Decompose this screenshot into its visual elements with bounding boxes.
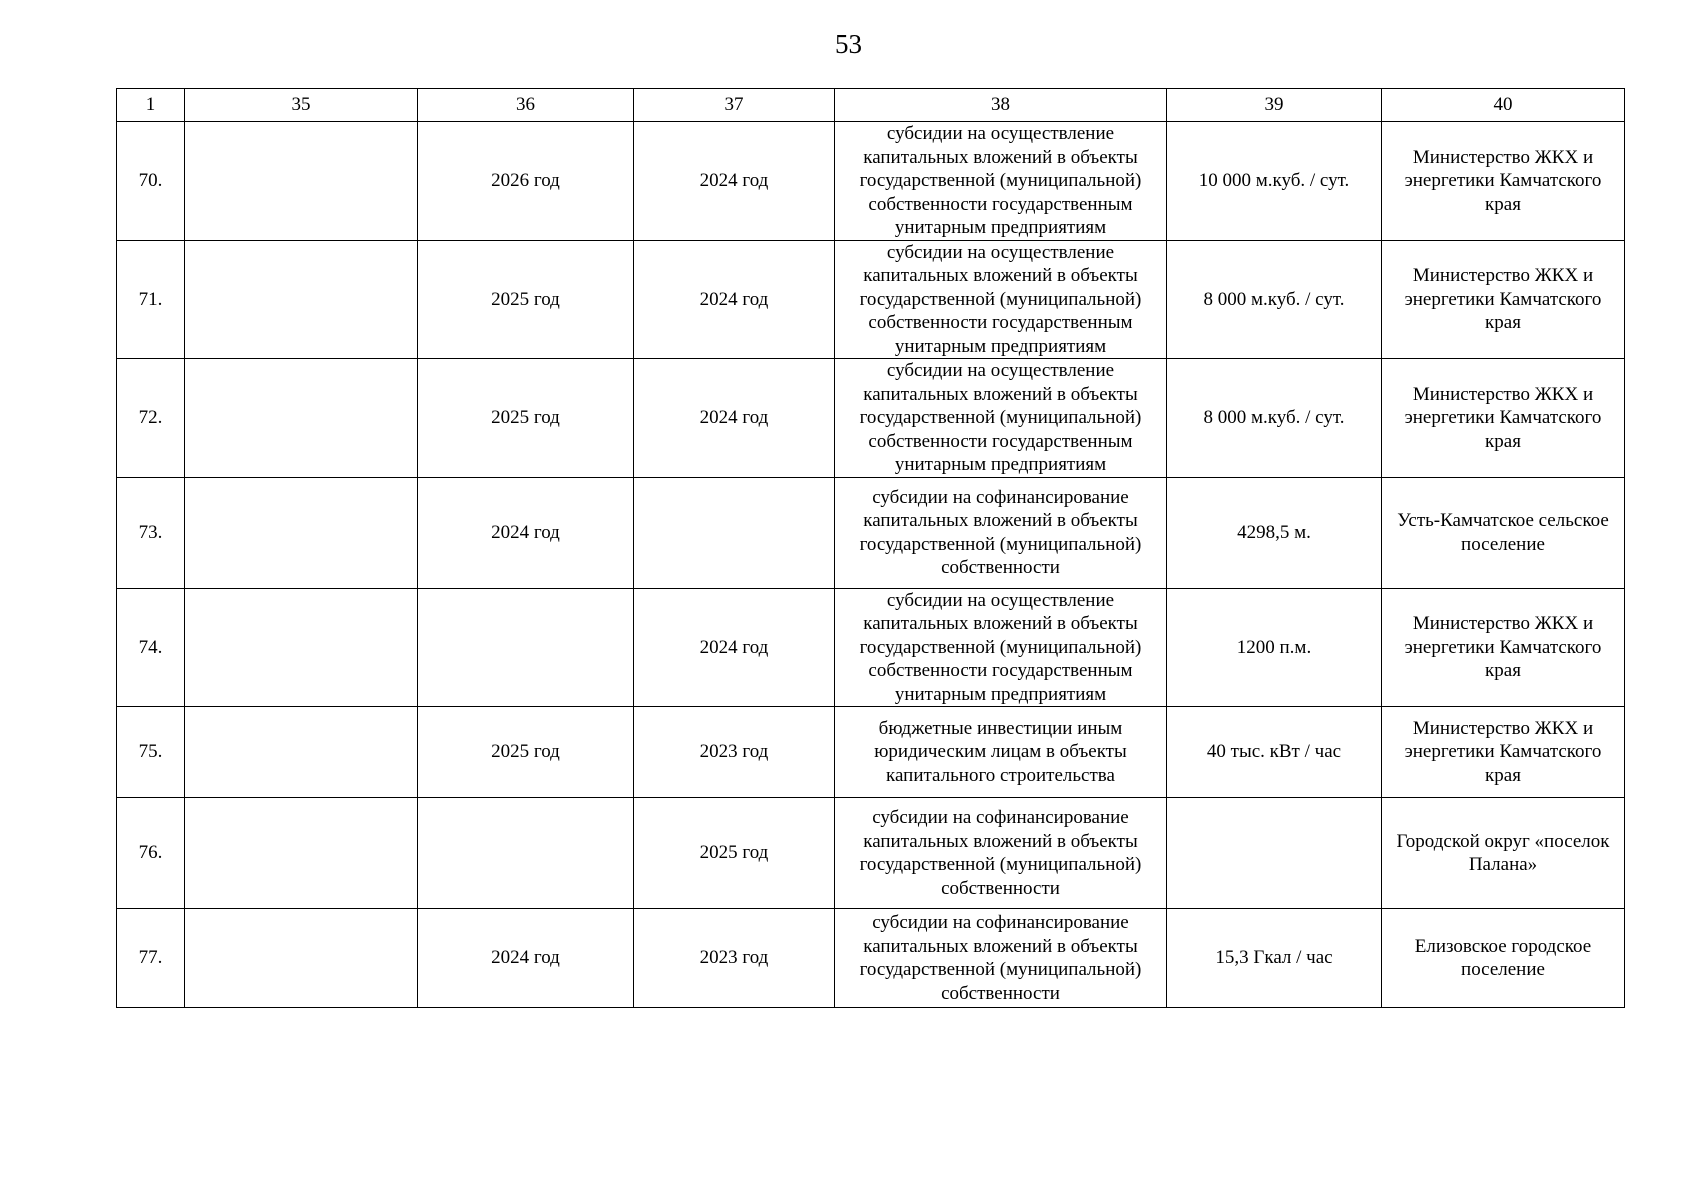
cell-col-36: 2024 год bbox=[418, 909, 634, 1008]
cell-col-38: субсидии на осуществление капитальных вложений в объекты государственной (муниципальной) собственности государственным унитарным предприятиям bbox=[835, 240, 1167, 359]
table-row bbox=[117, 909, 1625, 1008]
row-number: 77. bbox=[117, 909, 185, 1008]
cell-col-40: Усть-Камчатское сельское поселение bbox=[1382, 477, 1625, 588]
cell-col-35 bbox=[185, 122, 418, 241]
cell-col-37 bbox=[634, 477, 835, 588]
cell-col-38: бюджетные инвестиции иным юридическим лицам в объекты капитального строительства bbox=[835, 707, 1167, 798]
cell-col-36: 2026 год bbox=[418, 122, 634, 241]
cell-col-39: 1200 п.м. bbox=[1167, 588, 1382, 707]
cell-col-38: субсидии на софинансирование капитальных вложений в объекты государственной (муниципальной) собственности bbox=[835, 909, 1167, 1008]
cell-col-40: Городской округ «поселок Палана» bbox=[1382, 798, 1625, 909]
cell-col-38: субсидии на софинансирование капитальных вложений в объекты государственной (муниципальной) собственности bbox=[835, 477, 1167, 588]
table-row bbox=[117, 240, 1625, 359]
cell-col-40: Елизовское городское поселение bbox=[1382, 909, 1625, 1008]
table-row bbox=[117, 798, 1625, 909]
cell-col-37: 2024 год bbox=[634, 359, 835, 478]
cell-col-39: 8 000 м.куб. / сут. bbox=[1167, 359, 1382, 478]
cell-col-36: 2024 год bbox=[418, 477, 634, 588]
cell-col-38: субсидии на осуществление капитальных вложений в объекты государственной (муниципальной) собственности государственным унитарным предприятиям bbox=[835, 359, 1167, 478]
table-row bbox=[117, 359, 1625, 478]
data-table bbox=[116, 88, 1625, 1008]
cell-col-39: 40 тыс. кВт / час bbox=[1167, 707, 1382, 798]
column-header: 40 bbox=[1382, 89, 1625, 122]
row-number: 74. bbox=[117, 588, 185, 707]
column-header: 37 bbox=[634, 89, 835, 122]
cell-col-35 bbox=[185, 359, 418, 478]
cell-col-40: Министерство ЖКХ и энергетики Камчатского края bbox=[1382, 240, 1625, 359]
cell-col-37: 2023 год bbox=[634, 707, 835, 798]
cell-col-35 bbox=[185, 707, 418, 798]
cell-col-38: субсидии на осуществление капитальных вложений в объекты государственной (муниципальной) собственности государственным унитарным предприятиям bbox=[835, 588, 1167, 707]
column-header: 35 bbox=[185, 89, 418, 122]
column-header: 38 bbox=[835, 89, 1167, 122]
cell-col-36: 2025 год bbox=[418, 240, 634, 359]
cell-col-35 bbox=[185, 240, 418, 359]
row-number: 71. bbox=[117, 240, 185, 359]
cell-col-36 bbox=[418, 588, 634, 707]
cell-col-39: 10 000 м.куб. / сут. bbox=[1167, 122, 1382, 241]
cell-col-39: 15,3 Гкал / час bbox=[1167, 909, 1382, 1008]
cell-col-37: 2024 год bbox=[634, 122, 835, 241]
cell-col-37: 2023 год bbox=[634, 909, 835, 1008]
table-row bbox=[117, 477, 1625, 588]
column-header: 39 bbox=[1167, 89, 1382, 122]
cell-col-40: Министерство ЖКХ и энергетики Камчатского края bbox=[1382, 359, 1625, 478]
column-header: 36 bbox=[418, 89, 634, 122]
cell-col-35 bbox=[185, 588, 418, 707]
row-number: 72. bbox=[117, 359, 185, 478]
cell-col-40: Министерство ЖКХ и энергетики Камчатского края bbox=[1382, 707, 1625, 798]
cell-col-40: Министерство ЖКХ и энергетики Камчатского края bbox=[1382, 588, 1625, 707]
table-row bbox=[117, 588, 1625, 707]
column-header: 1 bbox=[117, 89, 185, 122]
header-row bbox=[117, 89, 1625, 122]
page-number: 53 bbox=[835, 29, 862, 59]
table-row bbox=[117, 707, 1625, 798]
cell-col-37: 2025 год bbox=[634, 798, 835, 909]
cell-col-35 bbox=[185, 909, 418, 1008]
cell-col-36 bbox=[418, 798, 634, 909]
cell-col-37: 2024 год bbox=[634, 588, 835, 707]
cell-col-39: 8 000 м.куб. / сут. bbox=[1167, 240, 1382, 359]
table-row bbox=[117, 122, 1625, 241]
cell-col-38: субсидии на софинансирование капитальных вложений в объекты государственной (муниципальной) собственности bbox=[835, 798, 1167, 909]
cell-col-35 bbox=[185, 798, 418, 909]
row-number: 75. bbox=[117, 707, 185, 798]
cell-col-36: 2025 год bbox=[418, 359, 634, 478]
row-number: 73. bbox=[117, 477, 185, 588]
cell-col-38: субсидии на осуществление капитальных вложений в объекты государственной (муниципальной) собственности государственным унитарным предприятиям bbox=[835, 122, 1167, 241]
row-number: 70. bbox=[117, 122, 185, 241]
cell-col-35 bbox=[185, 477, 418, 588]
cell-col-40: Министерство ЖКХ и энергетики Камчатского края bbox=[1382, 122, 1625, 241]
cell-col-37: 2024 год bbox=[634, 240, 835, 359]
row-number: 76. bbox=[117, 798, 185, 909]
cell-col-39: 4298,5 м. bbox=[1167, 477, 1382, 588]
cell-col-36: 2025 год bbox=[418, 707, 634, 798]
cell-col-39 bbox=[1167, 798, 1382, 909]
